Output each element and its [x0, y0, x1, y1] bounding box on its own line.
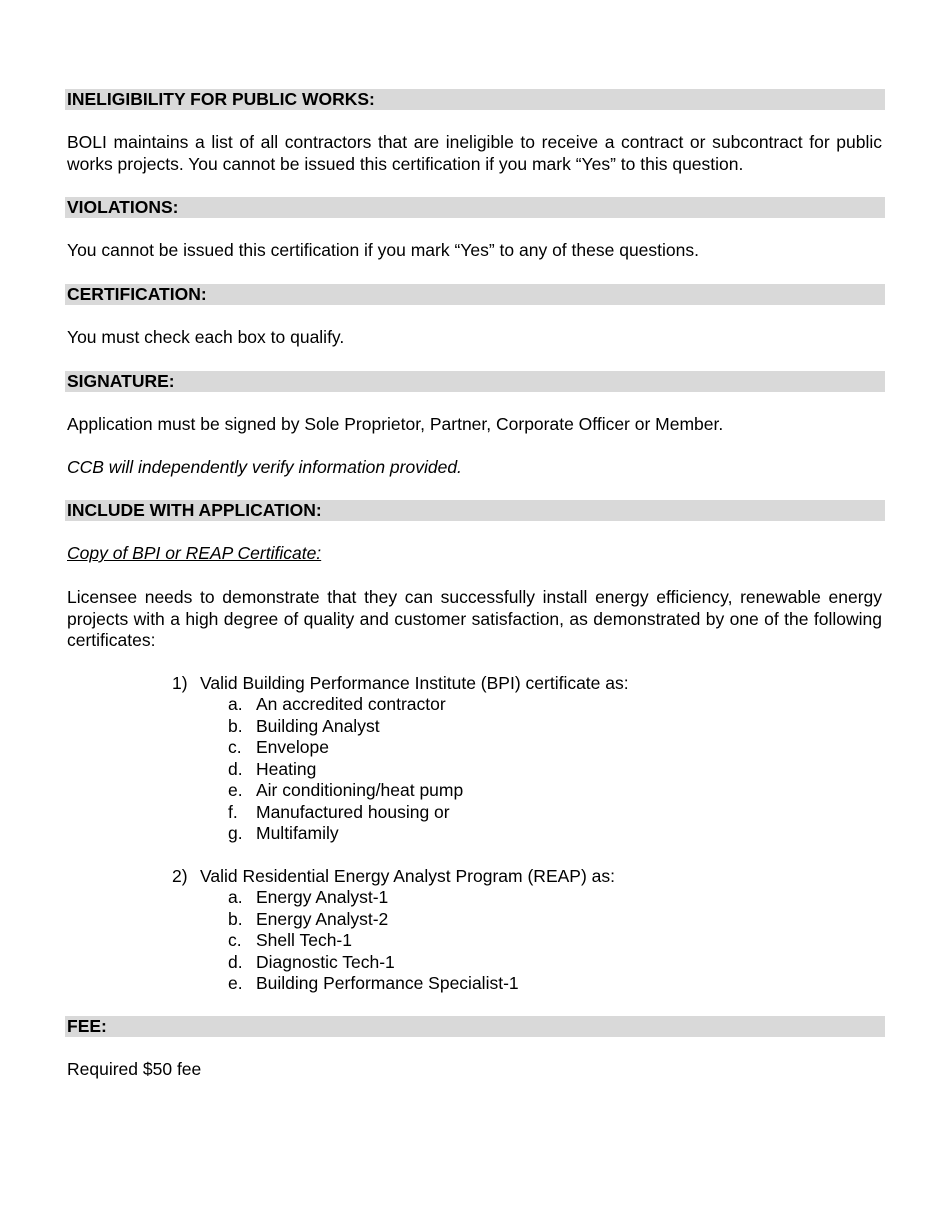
heading-violations: VIOLATIONS: [65, 197, 885, 218]
sub-list-item [228, 973, 519, 995]
sub-list-text: Air conditioning/heat pump [256, 780, 464, 800]
list-item-label: Valid Building Performance Institute (BPI) certificate as: [200, 673, 629, 693]
sub-list-letter: g. [228, 823, 243, 843]
sub-list-letter: b. [228, 909, 243, 929]
signature-text: Application must be signed by Sole Proprietor, Partner, Corporate Officer or Member. [67, 414, 724, 434]
sub-list-item [228, 909, 388, 931]
sub-list-letter: c. [228, 930, 242, 950]
sub-list-letter: e. [228, 973, 243, 993]
violations-text: You cannot be issued this certification if you mark “Yes” to any of these questions. [67, 240, 699, 260]
sub-list-text: Diagnostic Tech-1 [256, 952, 395, 972]
list-item [172, 673, 629, 695]
sub-list-text: Heating [256, 759, 317, 779]
sub-list-item [228, 780, 463, 802]
list-item [172, 866, 615, 888]
certificate-subheading: Copy of BPI or REAP Certificate: [67, 543, 322, 563]
sub-list-text: Manufactured housing or [256, 802, 450, 822]
heading-certification: CERTIFICATION: [65, 284, 885, 305]
sub-list-text: Envelope [256, 737, 329, 757]
verification-note: CCB will independently verify information provided. [67, 457, 462, 477]
sub-list-letter: f. [228, 802, 238, 822]
sub-list-text: Energy Analyst-1 [256, 887, 389, 907]
sub-list-letter: d. [228, 759, 243, 779]
heading-include-with-application: INCLUDE WITH APPLICATION: [65, 500, 885, 521]
sub-list-text: Energy Analyst-2 [256, 909, 389, 929]
sub-list-item [228, 823, 339, 845]
sub-list-letter: a. [228, 694, 243, 714]
sub-list-item [228, 759, 316, 781]
certification-text: You must check each box to qualify. [67, 327, 345, 347]
sub-list-item [228, 716, 380, 738]
sub-list-item [228, 930, 352, 952]
sub-list-item [228, 737, 329, 759]
heading-ineligibility: INELIGIBILITY FOR PUBLIC WORKS: [65, 89, 885, 110]
sub-list-text: Multifamily [256, 823, 339, 843]
sub-list-letter: e. [228, 780, 243, 800]
fee-text: Required $50 fee [67, 1059, 202, 1079]
sub-list-letter: b. [228, 716, 243, 736]
sub-list-text: Building Analyst [256, 716, 380, 736]
heading-fee: FEE: [65, 1016, 885, 1037]
sub-list-item [228, 802, 450, 824]
sub-list-text: Shell Tech-1 [256, 930, 352, 950]
list-number: 2) [172, 866, 188, 886]
sub-list-text: An accredited contractor [256, 694, 446, 714]
sub-list-letter: c. [228, 737, 242, 757]
ineligibility-text: BOLI maintains a list of all contractors that are ineligible to receive a contract or subcontract for public works projects. You cannot be issued this certification if you mark “Yes” to this question. [67, 132, 882, 174]
sub-list-item [228, 952, 395, 974]
list-number: 1) [172, 673, 188, 693]
sub-list-letter: d. [228, 952, 243, 972]
sub-list-text: Building Performance Specialist-1 [256, 973, 519, 993]
licensee-text: Licensee needs to demonstrate that they can successfully install energy efficiency, renewable energy projects with a high degree of quality and customer satisfaction, as demonstrated by one of the following certificates: [67, 587, 882, 650]
sub-list-item [228, 694, 446, 716]
sub-list-item [228, 887, 388, 909]
list-item-label: Valid Residential Energy Analyst Program (REAP) as: [200, 866, 615, 886]
heading-signature: SIGNATURE: [65, 371, 885, 392]
sub-list-letter: a. [228, 887, 243, 907]
